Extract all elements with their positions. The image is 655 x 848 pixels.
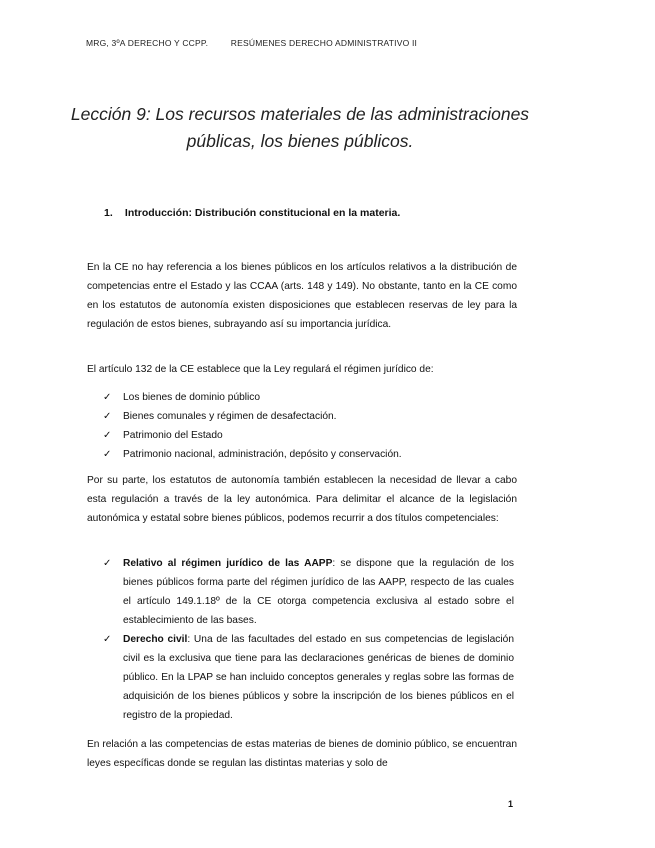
header-right: RESÚMENES DERECHO ADMINISTRATIVO II	[230, 38, 418, 48]
list-item-text: : se dispone que la regulación de los bienes públicos forma parte del régimen jurídico de las AAPP, respecto de las cuales el artículo 149.1.18º de la CE otorga competencia exclusiva al estado sobre el establecimiento de las bases.	[123, 558, 514, 626]
list-item: ✓ Patrimonio del Estado	[103, 426, 402, 445]
section-heading	[104, 207, 400, 219]
check-icon: ✓	[103, 411, 112, 422]
check-icon: ✓	[103, 430, 112, 441]
list-item-text: : Una de las facultades del estado en sus competencias de legislación civil es la exclusiva que tiene para las declaraciones genéricas de bienes de dominio público. En la LPAP se han incluido conceptos generales y reglas sobre las formas de adquisición de los bienes públicos y sobre la inscripción de los bienes públicos en el registro de la propiedad.	[123, 634, 515, 721]
check-icon: ✓	[103, 634, 112, 645]
section-number: 1.	[104, 207, 113, 219]
section-title: Introducción: Distribución constitucional en la materia.	[124, 207, 401, 219]
list-item: ✓ Bienes comunales y régimen de desafectación.	[103, 407, 402, 426]
list-item	[103, 554, 514, 630]
list-item: ✓ Los bienes de dominio público	[103, 388, 402, 407]
paragraph-article-132: El artículo 132 de la CE establece que la Ley regulará el régimen jurídico de:	[87, 364, 434, 375]
article-132-list	[103, 388, 402, 464]
paragraph-intro: En la CE no hay referencia a los bienes públicos en los artículos relativos a la distribución de competencias entre el Estado y las CCAA (arts. 148 y 149). No obstante, tanto en la CE como en los estatutos de autonomía existen disposiciones que establecen reservas de ley para la regulación de estos bienes, subrayando así su importancia jurídica.	[87, 262, 517, 330]
page-header	[86, 38, 417, 48]
lesson-title: Lección 9: Los recursos materiales de las administraciones públicas, los bienes públicos.	[70, 104, 530, 151]
check-icon: ✓	[103, 449, 112, 460]
page-number: 1	[508, 799, 514, 809]
list-item: ✓ Patrimonio nacional, administración, depósito y conservación.	[103, 445, 402, 464]
list-item-term: Relativo al régimen jurídico de las AAPP	[123, 558, 333, 569]
check-icon: ✓	[103, 558, 112, 569]
check-icon: ✓	[103, 392, 112, 403]
list-item	[103, 630, 514, 725]
list-item-term: Derecho civil	[123, 634, 188, 645]
paragraph-statutes: Por su parte, los estatutos de autonomía también establecen la necesidad de llevar a cabo esta regulación a través de la ley autonómica. Para delimitar el alcance de la legislación autonómica y estatal sobre bienes públicos, podemos recurrir a dos títulos competenciales:	[87, 475, 517, 524]
paragraph-specific-laws: En relación a las competencias de estas materias de bienes de dominio público, se encuentran leyes específicas donde se regulan las distintas materias y solo de	[87, 739, 517, 769]
header-left: MRG, 3ºA DERECHO Y CCPP.	[86, 38, 209, 48]
competence-titles-list	[103, 554, 514, 725]
